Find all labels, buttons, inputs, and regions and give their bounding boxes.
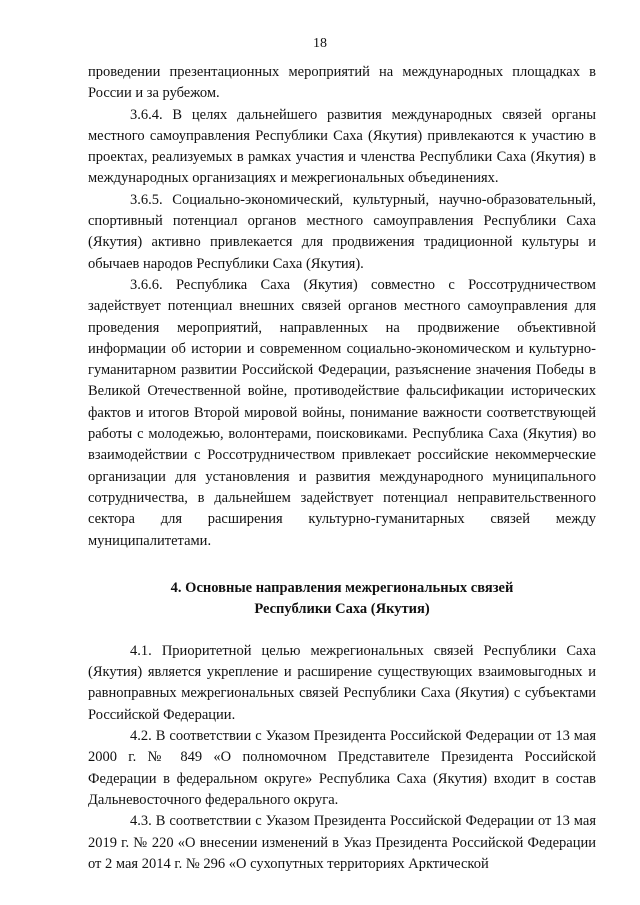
page-number: 18 xyxy=(313,36,327,51)
paragraph-3-6-5: 3.6.5. Социально-экономический, культурный, научно-образовательный, спортивный потенциал органов местного самоуправления Республики Саха (Якутия) активно привлекается для продвижения традиционной культуры и обычаев народов Республики Саха (Якутия). xyxy=(88,191,596,272)
paragraph-continued: проведении презентационных мероприятий на международных площадках в России и за рубежом. xyxy=(88,64,596,102)
paragraph-4-2: 4.2. В соответствии с Указом Президента Российской Федерации от 13 мая 2000 г. № 849 «О полномочном Представителе Президента Российской Федерации в федеральном округе» Республика Саха (Якутия) входит в состав Дальневосточного федерального округа. xyxy=(88,728,596,808)
paragraph-3-6-6: 3.6.6. Республика Саха (Якутия) совместно с Россотрудничеством задействует потенциал внешних связей органов местного самоуправления для проведения мероприятий, направленных на продвижение объективной информации об истории и современном социально-экономическом и культурно-гуманитарном развитии Российской Федерации, разъяснение значения Победы в Великой Отечественной войне, противодействие фальсификации исторических фактов и итогов Второй мировой войны, понимание важности соответствующей работы с молодежью, волонтерами, поисковиками. Республика Саха (Якутия) во взаимодействии с Россотрудничеством привлекает российские некоммерческие организации для установления и развития международного муниципального сотрудничества, в дальнейшем задействует потенциал неправительственного сектора для расширения культурно-гуманитарных связей между муниципалитетами. xyxy=(88,276,596,549)
section-heading xyxy=(88,578,596,620)
document-body xyxy=(88,62,596,875)
paragraph-3-6-4: 3.6.4. В целях дальнейшего развития международных связей органы местного самоуправления Республики Саха (Якутия) привлекаются к участию в проектах, реализуемых в рамках участия и членства Республики Саха (Якутия) в международных организациях и межрегиональных объединениях. xyxy=(88,106,596,187)
section-heading-line-2: Республики Саха (Якутия) xyxy=(254,600,430,617)
paragraph-4-1: 4.1. Приоритетной целью межрегиональных связей Республики Саха (Якутия) является укрепление и расширение существующих взаимовыгодных и равноправных межрегиональных связей Республики Саха (Якутия) с субъектами Российской Федерации. xyxy=(88,642,596,723)
paragraph-4-3: 4.3. В соответствии с Указом Президента Российской Федерации от 13 мая 2019 г. № 220 «О внесении изменений в Указ Президента Российской Федерации от 2 мая 2014 г. № 296 «О сухопутных территориях Арктической xyxy=(88,813,596,872)
section-heading-line-1: 4. Основные направления межрегиональных связей xyxy=(170,579,514,596)
